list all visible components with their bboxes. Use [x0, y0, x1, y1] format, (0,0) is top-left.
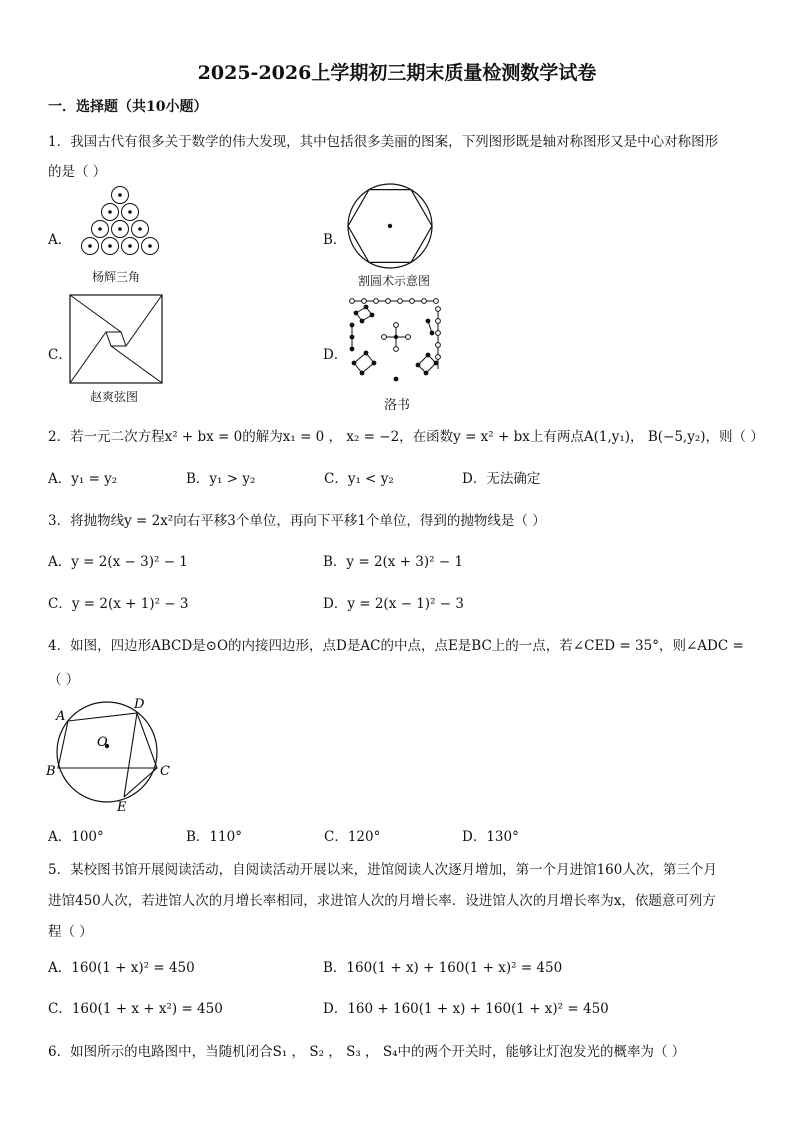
q4-label-b: B: [46, 764, 56, 779]
q1-line1: 1．我国古代有很多关于数学的伟大发现，其中包括很多美丽的图案，下列图形既是轴对称图形又是中心对称图形: [48, 134, 719, 150]
q4-option-b: B．110°: [186, 829, 242, 845]
q5-line1: 5．某校图书馆开展阅读活动，自阅读活动开展以来，进馆阅读人次逐月增加，第一个月进馆160人次，第三个月: [48, 862, 717, 878]
q5-option-a: A．160(1 + x)² = 450: [48, 960, 195, 976]
q1-line2: 的是（ ）: [48, 164, 107, 180]
q4-label-a: A: [56, 709, 66, 724]
section-heading: 一．选择题（共10小题）: [48, 99, 208, 115]
q2-option-d: D．无法确定: [462, 471, 541, 487]
q2-stem: 2．若一元二次方程x² + bx = 0的解为x₁ = 0 ， x₂ = −2，在函数y = x² + bx上有两点A(1,y₁)， B(−5,y₂)，则（ ）: [48, 429, 764, 445]
page-title: 2025-2026上学期初三期末质量检测数学试卷: [197, 62, 597, 84]
q4-option-a: A．100°: [48, 829, 104, 845]
q5-option-c: C．160(1 + x + x²) = 450: [48, 1001, 223, 1017]
q4-label-o: O: [97, 735, 108, 750]
q4-option-d: D．130°: [462, 829, 519, 845]
q3-option-c: C．y = 2(x + 1)² − 3: [48, 596, 189, 612]
q4-label-e: E: [117, 800, 127, 813]
zhaoshuang-figure: [69, 294, 163, 386]
q2-option-c: C．y₁ < y₂: [324, 471, 394, 487]
q1-caption-d: 洛书: [384, 398, 411, 413]
q4-label-c: C: [160, 764, 170, 779]
q1-option-c-label: C．: [48, 347, 72, 363]
q1-caption-b: 割圆术示意图: [358, 274, 431, 288]
q5-line3: 程（ ）: [48, 924, 93, 940]
q3-stem: 3．将抛物线y = 2x²向右平移3个单位，再向下平移1个单位，得到的抛物线是（ ）: [48, 513, 546, 529]
yanghui-triangle-figure: [68, 186, 172, 270]
q2-option-b: B．y₁ > y₂: [186, 471, 256, 487]
q1-option-d-label: D．: [323, 347, 348, 363]
q1-caption-a: 杨辉三角: [92, 270, 141, 284]
q1-option-b-label: B．: [323, 232, 347, 248]
q4-circle-figure: [44, 693, 174, 813]
q3-option-d: D．y = 2(x − 1)² − 3: [323, 596, 464, 612]
q5-line2: 进馆450人次，若进馆人次的月增长率相同，求进馆人次的月增长率．设进馆人次的月增长率为x，依题意可列方: [48, 893, 716, 909]
q4-line1: 4．如图，四边形ABCD是⊙O的内接四边形，点D是AC的中点，点E是BC上的一点，若∠CED = 35°，则∠ADC =: [48, 638, 744, 654]
q5-option-d: D．160 + 160(1 + x) + 160(1 + x)² = 450: [323, 1001, 609, 1017]
luoshu-figure: [346, 293, 446, 385]
q1-caption-c: 赵爽弦图: [90, 390, 139, 404]
q6-stem: 6．如图所示的电路图中，当随机闭合S₁ ， S₂ ， S₃ ， S₄中的两个开关时，能够让灯泡发光的概率为（ ）: [48, 1044, 686, 1060]
circle-division-figure: [344, 182, 436, 270]
q4-label-d: D: [134, 697, 145, 712]
q3-option-a: A．y = 2(x − 3)² − 1: [48, 554, 188, 570]
q3-option-b: B．y = 2(x + 3)² − 1: [323, 554, 464, 570]
q4-line2: （ ）: [48, 672, 80, 688]
q4-option-c: C．120°: [324, 829, 381, 845]
q5-option-b: B．160(1 + x) + 160(1 + x)² = 450: [323, 960, 563, 976]
q1-option-a-label: A．: [48, 232, 72, 248]
q2-option-a: A．y₁ = y₂: [48, 471, 118, 487]
